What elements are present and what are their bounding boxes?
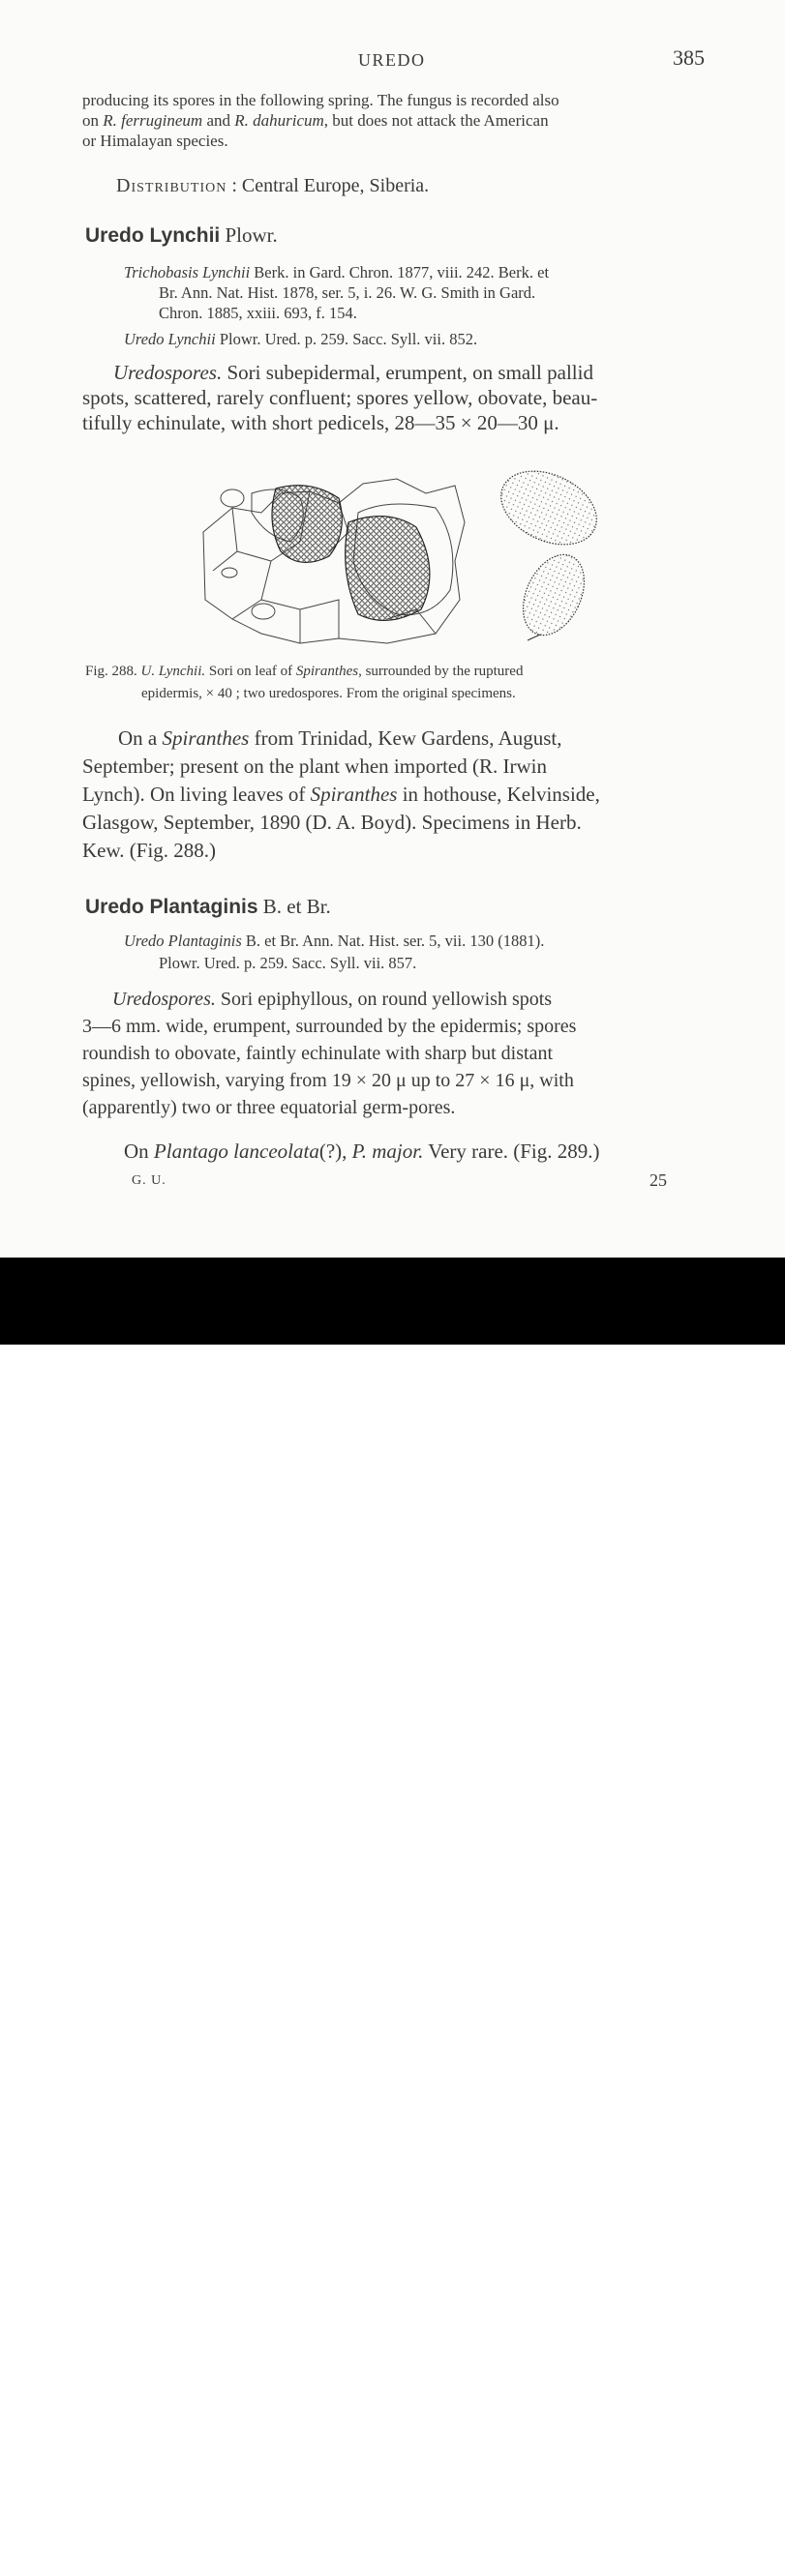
- figure-288-illustration: [194, 464, 619, 648]
- synonym-line: Trichobasis Lynchii Berk. in Gard. Chron. 1877, viii. 242. Berk. et: [124, 263, 550, 281]
- species-author: B. et Br.: [257, 895, 331, 918]
- description-lynchii: Uredospores. Sori subepidermal, erumpent, on small pallid spots, scattered, rarely confluent; spores yellow, obovate, beau- tifully echinulate, with short pedicels, 28—35 × 20—30 μ.: [82, 361, 598, 434]
- signature-mark: G. U.: [132, 1173, 166, 1188]
- host-line-plantaginis: On Plantago lanceolata(?), P. major. Very rare. (Fig. 289.): [124, 1140, 600, 1163]
- species-heading-lynchii: [85, 223, 278, 248]
- intro-paragraph: [82, 90, 559, 151]
- description-label: Uredospores.: [112, 989, 216, 1010]
- description-plantaginis: 3—6 mm. wide, erumpent, surrounded by the epidermis; spores roundish to obovate, faintly echinulate with sharp but distant spines, yellowish, varying from 19 × 20 μ up to 27 × 16 μ, with (apparently) two or three equatorial germ-pores.: [82, 1016, 577, 1118]
- species-heading-plantaginis: [85, 895, 331, 919]
- synonym-line: Plowr. Ured. p. 259. Sacc. Syll. vii. 857.: [159, 954, 417, 972]
- synonym-line: Uredo Lynchii Plowr. Ured. p. 259. Sacc. Syll. vii. 852.: [124, 330, 478, 348]
- uredospore-drawings: [490, 464, 609, 645]
- running-head-title: UREDO: [358, 50, 426, 70]
- distribution-line: Distribution : Central Europe, Siberia.: [116, 175, 430, 196]
- book-page: [0, 0, 785, 1258]
- page-number: 385: [673, 45, 705, 70]
- synonym-line: Br. Ann. Nat. Hist. 1878, ser. 5, i. 26. W. G. Smith in Gard.: [159, 283, 536, 302]
- description-plantaginis-line-1: Uredospores. Sori epiphyllous, on round yellowish spots: [112, 989, 553, 1010]
- distribution-label: Distribution: [116, 175, 227, 196]
- synonym-line: Chron. 1885, xxiii. 693, f. 154.: [159, 304, 357, 322]
- species-name: Uredo Plantaginis: [85, 896, 258, 918]
- sorus-upper: [272, 486, 342, 563]
- stock-watermark-bar: [0, 1258, 785, 2576]
- distribution-text: Central Europe, Siberia.: [241, 175, 430, 196]
- watermark-url: www.alamy.com: [654, 2561, 752, 2576]
- description-label: Uredospores.: [113, 361, 223, 384]
- habitat-paragraph-lynchii: On a Spiranthes from Trinidad, Kew Gardens, August, September; present on the plant when imported (R. Irwin Lynch). On living leaves of Spiranthes in hothouse, Kelvinside, Glasgow, September, 1890 (D. A. Boyd). Specimens in Herb. Kew. (Fig. 288.): [82, 726, 600, 862]
- species-name: Uredo Lynchii: [85, 224, 221, 247]
- species-author: Plowr.: [220, 223, 278, 247]
- intro-line-1: producing its spores in the following spring. The fungus is recorded also: [82, 91, 559, 109]
- image-id: H2Y1DH: [654, 2534, 716, 2551]
- figure-caption-line-2: epidermis, × 40 ; two uredospores. From the original specimens.: [141, 686, 516, 701]
- intro-line-3: or Himalayan species.: [82, 132, 228, 150]
- alamy-logo: alamy: [312, 2530, 417, 2572]
- sorus-lower: [346, 517, 430, 621]
- synonym-line: Uredo Plantaginis B. et Br. Ann. Nat. Hist. ser. 5, vii. 130 (1881).: [124, 932, 545, 950]
- intro-line-2: on R. ferrugineum and R. dahuricum, but does not attack the American: [82, 111, 549, 130]
- figure-caption-line-1: Fig. 288. U. Lynchii. Sori on leaf of Spiranthes, surrounded by the ruptured: [85, 664, 524, 679]
- signature-number: 25: [649, 1170, 667, 1190]
